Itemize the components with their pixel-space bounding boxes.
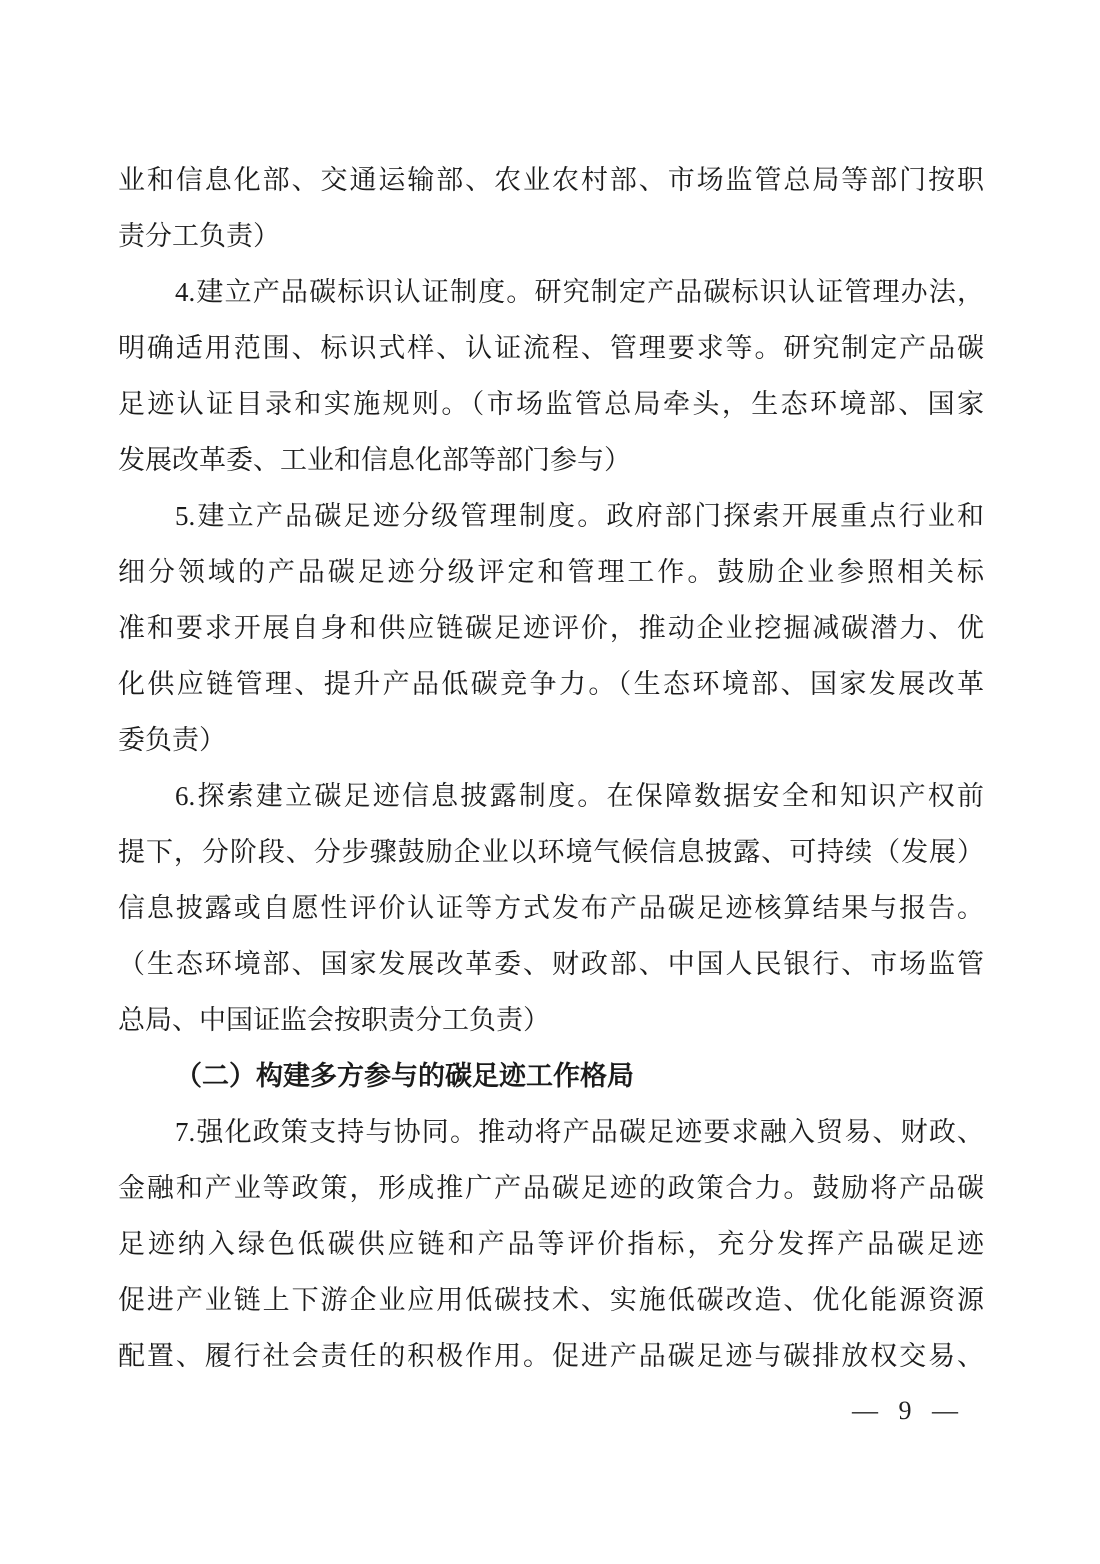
text-line: 责分工负责） [118,221,280,251]
text-line: 4.建立产品碳标识认证制度。研究制定产品碳标识认证管理办法， [175,277,984,307]
document-body [118,152,984,1384]
text-line: 业和信息化部、交通运输部、农业农村部、市场监管总局等部门按职 [118,165,984,195]
text-line: 5.建立产品碳足迹分级管理制度。政府部门探索开展重点行业和 [175,501,984,531]
text-line: 提下，分阶段、分步骤鼓励企业以环境气候信息披露、可持续（发展） [118,837,984,867]
text-line: 7.强化政策支持与协同。推动将产品碳足迹要求融入贸易、财政、 [175,1117,984,1147]
text-line: 促进产业链上下游企业应用低碳技术、实施低碳改造、优化能源资源 [118,1285,984,1315]
text-line: 发展改革委、工业和信息化部等部门参与） [118,445,631,475]
text-line: 化供应链管理、提升产品低碳竞争力。（生态环境部、国家发展改革 [118,669,984,699]
text-line: 金融和产业等政策，形成推广产品碳足迹的政策合力。鼓励将产品碳 [118,1173,984,1203]
page-number: — 9 — [852,1396,958,1425]
text-line: 信息披露或自愿性评价认证等方式发布产品碳足迹核算结果与报告。 [118,893,984,923]
text-line: 准和要求开展自身和供应链碳足迹评价，推动企业挖掘减碳潜力、优 [118,613,984,643]
text-line: 足迹认证目录和实施规则。（市场监管总局牵头，生态环境部、国家 [118,389,984,419]
text-line: 委负责） [118,725,226,755]
text-line: 6.探索建立碳足迹信息披露制度。在保障数据安全和知识产权前 [175,781,984,811]
section-heading: （二）构建多方参与的碳足迹工作格局 [175,1061,634,1091]
text-line: 足迹纳入绿色低碳供应链和产品等评价指标，充分发挥产品碳足迹 [118,1229,984,1259]
text-line: （生态环境部、国家发展改革委、财政部、中国人民银行、市场监管 [118,949,984,979]
text-line: 细分领域的产品碳足迹分级评定和管理工作。鼓励企业参照相关标 [118,557,984,587]
text-line: 总局、中国证监会按职责分工负责） [118,1005,550,1035]
text-line: 明确适用范围、标识式样、认证流程、管理要求等。研究制定产品碳 [118,333,984,363]
text-line: 配置、履行社会责任的积极作用。促进产品碳足迹与碳排放权交易、 [118,1341,984,1371]
